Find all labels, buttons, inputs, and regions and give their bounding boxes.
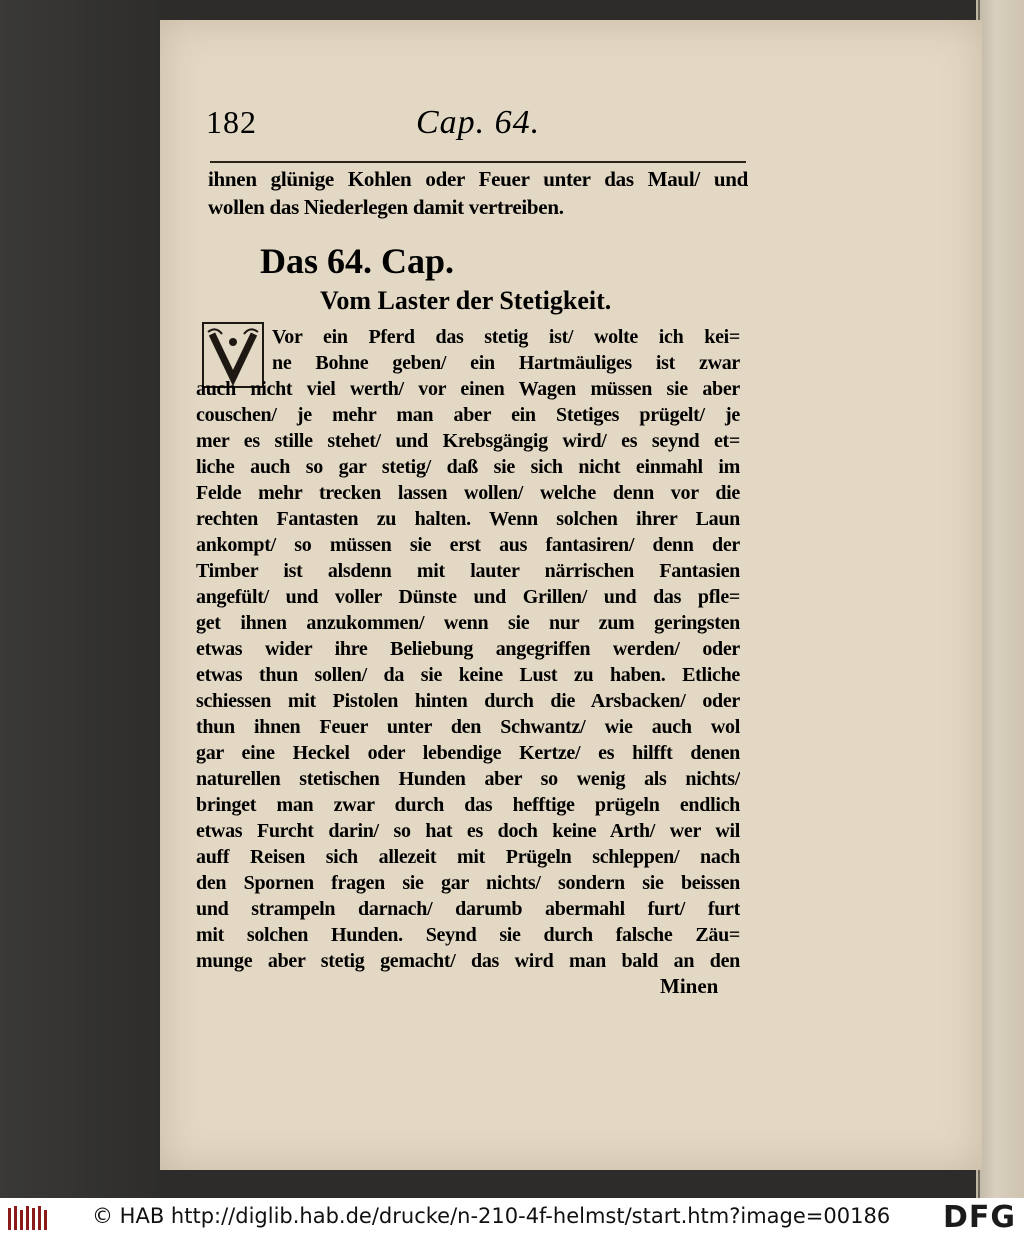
carry-line: wollen das Niederlegen damit vertreiben.: [208, 195, 564, 219]
body-line: Timber ist alsdenn mit lauter närrischen Fantasien: [196, 560, 740, 582]
body-line: Felde mehr trecken lassen wollen/ welche denn vor die: [196, 482, 740, 504]
body-line: naturellen stetischen Hunden aber so wenig als nichts/: [196, 768, 740, 790]
chapter-body: [196, 324, 740, 974]
chapter-title: Das 64. Cap.: [260, 241, 455, 281]
body-line: mit solchen Hunden. Seynd sie durch falsche Zäu=: [196, 924, 740, 946]
body-line: gar eine Heckel oder lebendige Kertze/ es hilfft denen: [196, 742, 740, 764]
catchword: Minen: [660, 974, 719, 998]
header-rule: [210, 161, 746, 163]
viewer-footer: [0, 1198, 1024, 1237]
body-line: Vor ein Pferd das stetig ist/ wolte ich kei=: [272, 326, 740, 348]
body-line: get ihnen anzukommen/ wenn sie nur zum geringsten: [196, 612, 740, 634]
body-line: etwas wider ihre Beliebung angegriffen werden/ oder: [196, 638, 740, 660]
body-line: auff Reisen sich allezeit mit Prügeln schleppen/ nach: [196, 846, 740, 868]
body-line: mer es stille stehet/ und Krebsgängig wird/ es seynd et=: [196, 430, 740, 452]
body-line: thun ihnen Feuer unter den Schwantz/ wie auch wol: [196, 716, 740, 738]
body-line: bringet man zwar durch das hefftige prügeln endlich: [196, 794, 740, 816]
carry-over-text: [208, 165, 748, 221]
body-line: den Spornen fragen sie gar nichts/ sondern sie beissen: [196, 872, 740, 894]
book-binding-shadow: [0, 0, 160, 1198]
body-line: ne Bohne geben/ ein Hartmäuliges ist zwar: [272, 352, 740, 374]
body-line: ankompt/ so müssen sie erst aus fantasiren/ denn der: [196, 534, 740, 556]
body-line: rechten Fantasten zu halten. Wenn solchen ihrer Laun: [196, 508, 740, 530]
body-line: munge aber stetig gemacht/ das wird man bald an den: [196, 950, 740, 972]
carry-line: ihnen glünige Kohlen oder Feuer unter das Maul/ und: [208, 167, 748, 191]
chapter-subtitle: Vom Laster der Stetigkeit.: [320, 286, 612, 315]
body-line: auch nicht viel werth/ vor einen Wagen müssen sie aber: [196, 378, 740, 400]
dfg-logo: DFG: [942, 1200, 1016, 1235]
page-number: 182: [206, 104, 257, 140]
page-header-text: [206, 104, 746, 156]
body-line: couschen/ je mehr man aber ein Stetiges prügelt/ je: [196, 404, 740, 426]
source-link[interactable]: © HAB http://diglib.hab.de/drucke/n-210-4f-helmst/start.htm?image=00186: [92, 1204, 891, 1228]
running-head: Cap. 64.: [416, 104, 541, 141]
body-line: etwas Furcht darin/ so hat es doch keine Arth/ wer wil: [196, 820, 740, 842]
body-line: etwas thun sollen/ da sie keine Lust zu haben. Etliche: [196, 664, 740, 686]
hab-logo-icon: [6, 1204, 50, 1232]
body-line: und strampeln darnach/ darumb abermahl furt/ furt: [196, 898, 740, 920]
body-line: liche auch so gar stetig/ daß sie sich nicht einmahl im: [196, 456, 740, 478]
body-line: angefült/ und voller Dünste und Grillen/ und das pfle=: [196, 586, 740, 608]
body-line: schiessen mit Pistolen hinten durch die Arsbacken/ oder: [196, 690, 740, 712]
adjacent-page-edge: [976, 0, 1024, 1198]
